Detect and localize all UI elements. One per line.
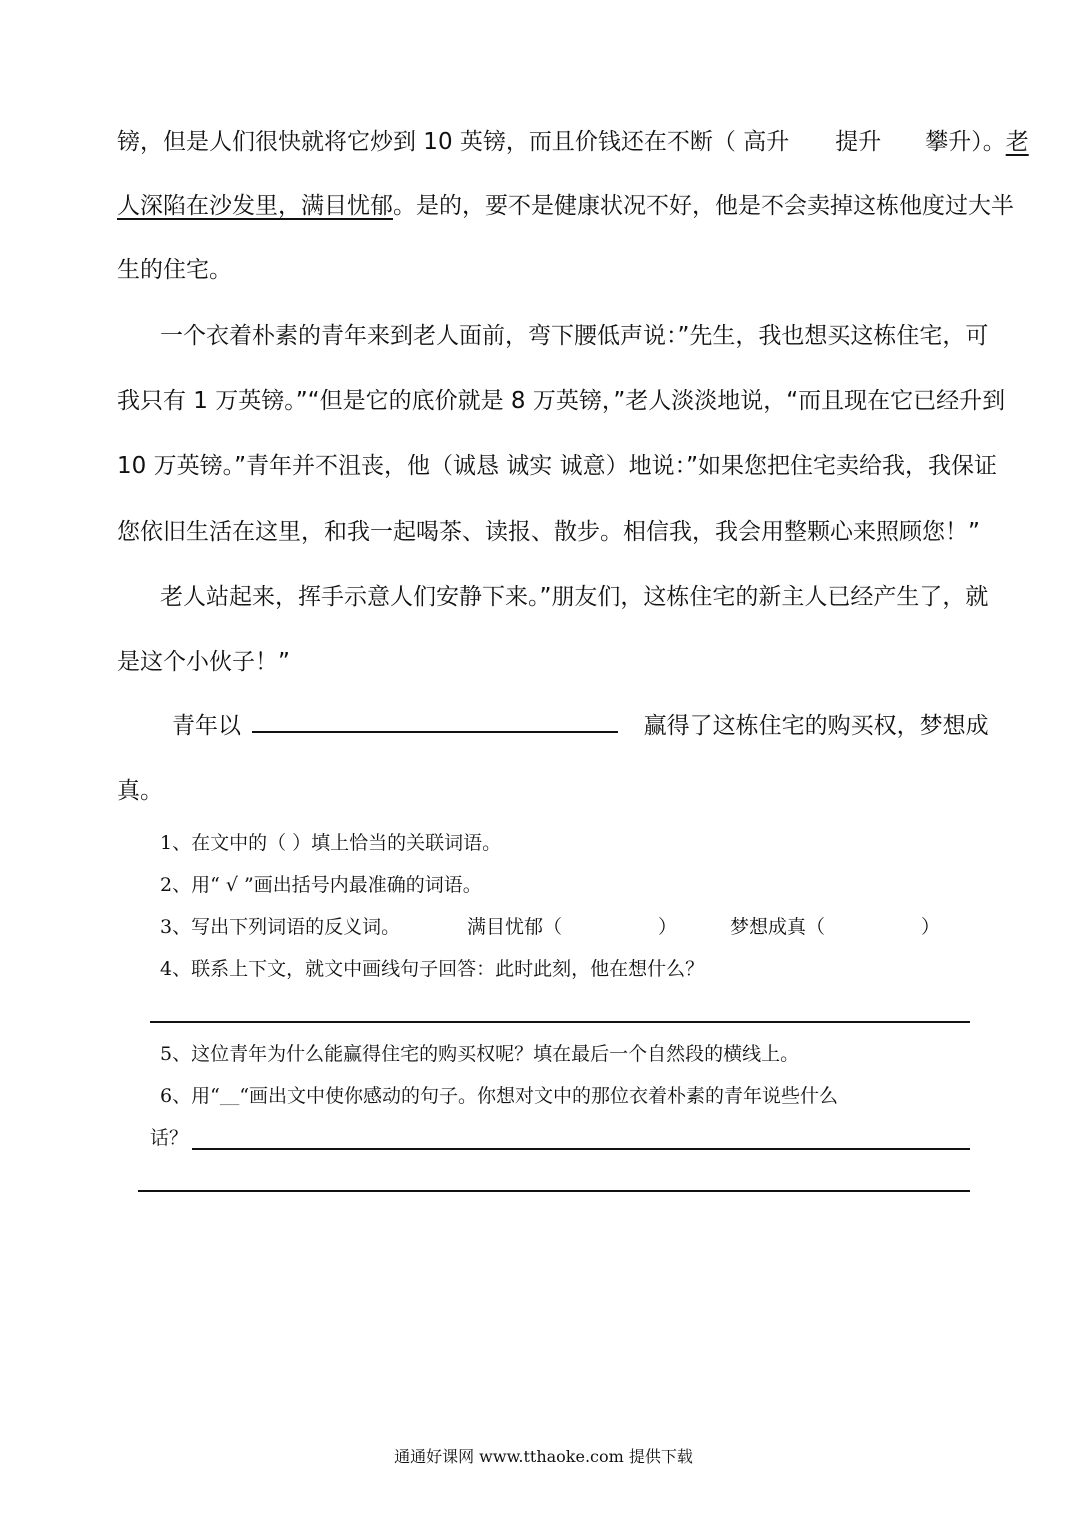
question-text: ） (658, 916, 678, 938)
question-2: 2、用“ √ ”画出括号内最准确的词语。 (160, 874, 482, 896)
question-text: 3、写出下列词语的反义词。 (160, 916, 401, 938)
question-text: ） (921, 916, 941, 938)
answer-blank[interactable] (252, 731, 618, 733)
question-6 (160, 1082, 838, 1113)
underlined-sentence: 老 (1005, 129, 1029, 155)
question-1: 1、在文中的（ ）填上恰当的关联词语。 (160, 832, 502, 854)
passage-line: 生的住宅。 (117, 257, 232, 283)
question-4: 4、联系上下文，就文中画线句子回答：此时此刻，他在想什么？ (160, 958, 705, 980)
footer-credit: 通通好课网 www.tthaoke.com 提供下载 (394, 1447, 693, 1466)
passage-line: 是这个小伙子！” (117, 649, 290, 675)
question-3 (160, 913, 400, 941)
passage-text: 攀升）。 (925, 129, 1006, 155)
passage-line: 老人站起来，挥手示意人们安静下来。”朋友们，这栋住宅的新主人已经产生了，就 (160, 584, 989, 610)
passage-line: 我只有 1 万英镑。”“但是它的底价就是 8 万英镑，”老人淡淡地说，“而且现在它已经升到 (117, 388, 1006, 414)
question-text: 6、用“ (160, 1085, 220, 1107)
question-3-item-2 (730, 913, 940, 941)
passage-text: 赢得了这栋住宅的购买权，梦想成 (643, 713, 989, 739)
question-6-cont: 话？ (150, 1127, 189, 1149)
question-text: “画出文中使你感动的句子。你想对文中的那位衣着朴素的青年说些什么 (239, 1085, 839, 1107)
answer-line[interactable] (150, 1021, 970, 1023)
underline-mark: ___ (219, 1091, 240, 1106)
question-3-item-1 (467, 913, 677, 941)
passage-line: 您依旧生活在这里，和我一起喝茶、读报、散步。相信我，我会用整颗心来照顾您！” (117, 519, 980, 545)
passage-line: 一个衣着朴素的青年来到老人面前，弯下腰低声说：”先生，我也想买这栋住宅，可 (160, 323, 989, 349)
passage-line: 真。 (117, 778, 163, 804)
passage-text: 提升 (835, 129, 882, 155)
answer-line[interactable] (192, 1148, 970, 1150)
question-text: 满目忧郁（ (467, 916, 563, 938)
passage-line (117, 126, 1029, 158)
passage-line (172, 710, 989, 742)
passage-line (117, 190, 1014, 222)
passage-text: 。是的，要不是健康状况不好，他是不会卖掉这栋他度过大半 (393, 193, 1014, 219)
question-5: 5、这位青年为什么能赢得住宅的购买权呢？填在最后一个自然段的横线上。 (160, 1043, 800, 1065)
passage-line: 10 万英镑。”青年并不沮丧，他（诚恳 诚实 诚意）地说：”如果您把住宅卖给我，我保证 (117, 453, 998, 479)
underlined-sentence: 人深陷在沙发里，满目忧郁 (117, 193, 393, 219)
answer-line[interactable] (138, 1190, 970, 1192)
passage-text: 镑，但是人们很快就将它炒到 10 英镑，而且价钱还在不断（ 高升 (117, 129, 790, 155)
question-text: 梦想成真（ (730, 916, 826, 938)
passage-text: 青年以 (172, 713, 241, 739)
